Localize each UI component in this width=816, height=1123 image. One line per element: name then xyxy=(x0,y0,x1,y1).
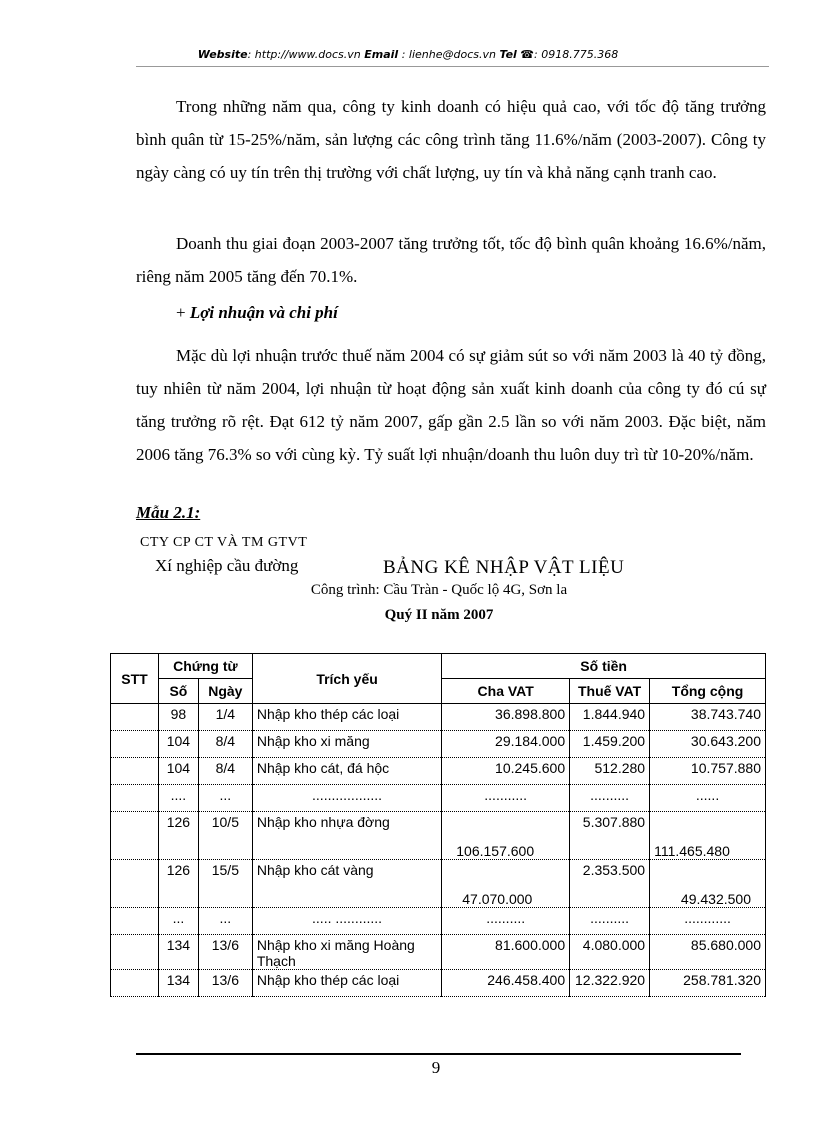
quarter-line: Quý II năm 2007 xyxy=(384,607,494,623)
cell-desc: ..... ............ xyxy=(252,908,441,935)
cell-desc: Nhập kho cát, đá hộc xyxy=(252,758,441,785)
header-rule xyxy=(136,66,769,67)
cell-pre-vat: 246.458.400 xyxy=(442,970,570,997)
cell-ngay: 10/5 xyxy=(198,812,252,860)
form-label: Mẫu 2.1: xyxy=(136,503,201,522)
footer-rule xyxy=(136,1053,741,1055)
cell-desc: Nhập kho nhựa đờng xyxy=(252,812,441,860)
cell-total: 38.743.740 xyxy=(650,704,766,731)
unit-name: Xí nghiệp cầu đường xyxy=(155,556,299,575)
cell-desc: Nhập kho thép các loại xyxy=(252,704,441,731)
email-value: : lienhe@docs.vn xyxy=(398,48,500,61)
cell-pre-vat: 81.600.000 xyxy=(442,935,570,970)
cell-vat: 5.307.880 xyxy=(570,812,650,860)
cell-ngay: 13/6 xyxy=(198,935,252,970)
cell-stt xyxy=(111,935,159,970)
subheading-profit-cost xyxy=(176,303,338,323)
cell-vat: 12.322.920 xyxy=(570,970,650,997)
cell-desc: Nhập kho xi măng xyxy=(252,731,441,758)
paragraph-profit: Mặc dù lợi nhuận trước thuế năm 2004 có sự giảm sút so với năm 2003 là 40 tỷ đồng, tuy nhiên từ năm 2004, lợi nhuận từ hoạt động sản xuất kinh doanh của công ty đó cú sự tăng trưởng rõ rệt. Đạt 612 tỷ năm 2007, gấp gần 2.5 lần so với năm 2003. Đặc biệt, năm 2006 tăng 76.3% so với cùng kỳ. Tỷ suất lợi nhuận/doanh thu luôn duy trì từ 10-20%/năm. xyxy=(136,346,766,464)
cell-desc: Nhập kho thép các loại xyxy=(252,970,441,997)
cell-total: 258.781.320 xyxy=(650,970,766,997)
cell-stt xyxy=(111,860,159,908)
email-label: Email xyxy=(364,48,399,61)
table-row xyxy=(111,970,766,997)
header-total: Tổng cộng xyxy=(650,679,766,704)
cell-stt xyxy=(111,908,159,935)
table-row xyxy=(111,908,766,935)
table-row xyxy=(111,704,766,731)
cell-total: 30.643.200 xyxy=(650,731,766,758)
company-name: CTY CP CT VÀ TM GTVT xyxy=(140,535,308,550)
cell-pre-vat: 29.184.000 xyxy=(442,731,570,758)
cell-ngay: ... xyxy=(198,785,252,812)
header-stt: STT xyxy=(111,654,159,704)
table-row xyxy=(111,758,766,785)
website-label: Website xyxy=(197,48,248,61)
cell-total: 111.465.480 xyxy=(650,812,766,860)
paragraph-revenue: Doanh thu giai đoạn 2003-2007 tăng trưởng tốt, tốc độ bình quân khoảng 16.6%/năm, riêng năm 2005 tăng đến 70.1%. xyxy=(136,234,766,286)
website-url: : http://www.docs.vn xyxy=(247,48,365,61)
cell-total: 85.680.000 xyxy=(650,935,766,970)
cell-vat: 4.080.000 xyxy=(570,935,650,970)
cell-desc: Nhập kho cát vàng xyxy=(252,860,441,908)
table-row xyxy=(111,935,766,970)
tel-value: ☎: 0918.775.368 xyxy=(516,48,619,61)
project-line: Công trình: Cầu Tràn - Quốc lộ 4G, Sơn la xyxy=(310,582,568,598)
cell-total: ...... xyxy=(650,785,766,812)
cell-so: 126 xyxy=(158,812,198,860)
cell-total: ............ xyxy=(650,908,766,935)
subheading-title: Lợi nhuận và chi phí xyxy=(189,303,338,322)
cell-ngay: ... xyxy=(198,908,252,935)
cell-stt xyxy=(111,970,159,997)
table-row xyxy=(111,812,766,860)
cell-ngay: 15/5 xyxy=(198,860,252,908)
cell-pre-vat: 36.898.800 xyxy=(442,704,570,731)
page-header xyxy=(0,48,816,61)
cell-pre-vat: .......... xyxy=(442,908,570,935)
table-row xyxy=(111,785,766,812)
cell-stt xyxy=(111,785,159,812)
cell-so: 134 xyxy=(158,970,198,997)
cell-so: 104 xyxy=(158,731,198,758)
document-title: BẢNG KÊ NHẬP VẬT LIỆU xyxy=(383,557,625,578)
materials-table xyxy=(110,653,766,997)
cell-desc: .................. xyxy=(252,785,441,812)
cell-vat: .......... xyxy=(570,785,650,812)
cell-ngay: 8/4 xyxy=(198,731,252,758)
cell-so: ... xyxy=(158,908,198,935)
cell-so: 104 xyxy=(158,758,198,785)
cell-so: 126 xyxy=(158,860,198,908)
header-description: Trích yếu xyxy=(252,654,441,704)
header-so: Số xyxy=(158,679,198,704)
cell-ngay: 13/6 xyxy=(198,970,252,997)
header-amount: Số tiền xyxy=(442,654,766,679)
header-vat: Thuế VAT xyxy=(570,679,650,704)
cell-total: 10.757.880 xyxy=(650,758,766,785)
cell-pre-vat: 106.157.600 xyxy=(442,812,570,860)
header-voucher: Chứng từ xyxy=(158,654,252,679)
cell-vat: 1.459.200 xyxy=(570,731,650,758)
cell-vat: .......... xyxy=(570,908,650,935)
cell-vat: 2.353.500 xyxy=(570,860,650,908)
cell-so: 134 xyxy=(158,935,198,970)
cell-pre-vat: 10.245.600 xyxy=(442,758,570,785)
tel-label: Tel xyxy=(499,48,517,61)
header-ngay: Ngày xyxy=(198,679,252,704)
cell-so: .... xyxy=(158,785,198,812)
table-row xyxy=(111,731,766,758)
subheading-bullet: + xyxy=(176,303,190,322)
header-pre-vat: Cha VAT xyxy=(442,679,570,704)
page-number: 9 xyxy=(431,1058,441,1077)
cell-desc: Nhập kho xi măng Hoàng Thạch xyxy=(252,935,441,970)
cell-pre-vat: 47.070.000 xyxy=(442,860,570,908)
cell-ngay: 1/4 xyxy=(198,704,252,731)
cell-pre-vat: ........... xyxy=(442,785,570,812)
cell-stt xyxy=(111,812,159,860)
cell-vat: 1.844.940 xyxy=(570,704,650,731)
cell-stt xyxy=(111,758,159,785)
table-row xyxy=(111,860,766,908)
cell-so: 98 xyxy=(158,704,198,731)
paragraph-growth: Trong những năm qua, công ty kinh doanh có hiệu quả cao, với tốc độ tăng trưởng bình quân từ 15-25%/năm, sản lượng các công trình tăng 11.6%/năm (2003-2007). Công ty ngày càng có uy tín trên thị trường với chất lượng, uy tín và khả năng cạnh tranh cao. xyxy=(136,97,766,182)
cell-stt xyxy=(111,731,159,758)
cell-ngay: 8/4 xyxy=(198,758,252,785)
cell-stt xyxy=(111,704,159,731)
cell-total: 49.432.500 xyxy=(650,860,766,908)
cell-vat: 512.280 xyxy=(570,758,650,785)
